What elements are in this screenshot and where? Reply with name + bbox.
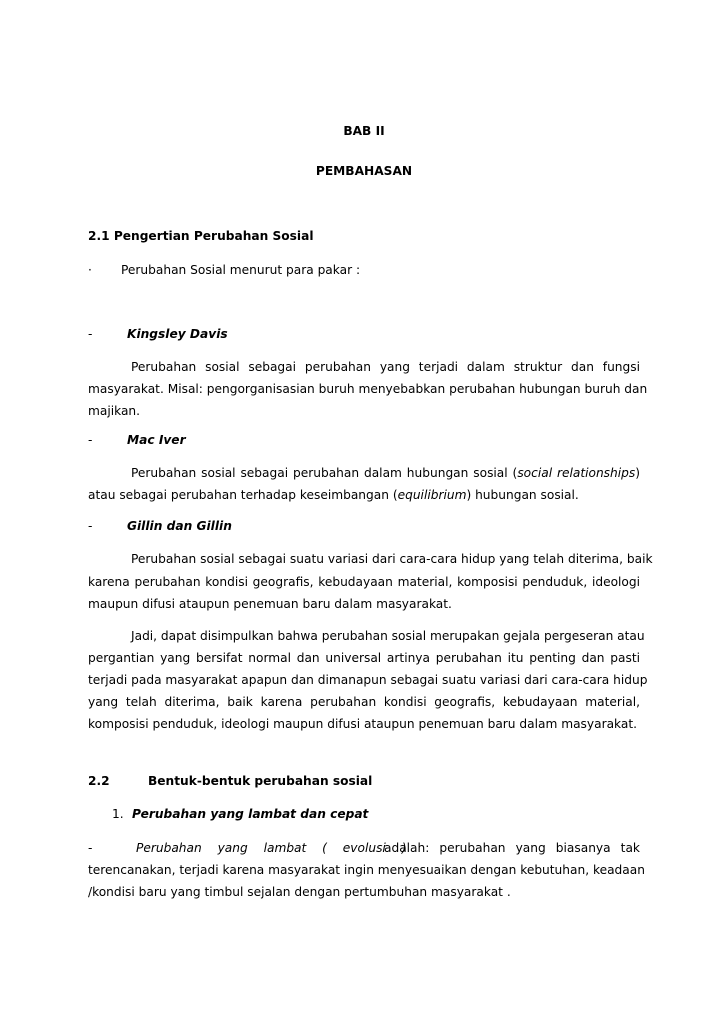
paragraph-line: Perubahan sosial sebagai perubahan dalam hubungan sosial (social relationships) bbox=[131, 466, 640, 480]
paragraph-line: Jadi, dapat disimpulkan bahwa perubahan sosial merupakan gejala pergeseran atau bbox=[131, 629, 645, 643]
section-number: 2.2 bbox=[88, 774, 110, 788]
paragraph-line: terencanakan, terjadi karena masyarakat ingin menyesuaikan dengan kebutuhan, keadaan bbox=[88, 863, 645, 877]
paragraph-line: terjadi pada masyarakat apapun dan dimanapun sebagai suatu variasi dari cara-cara hidup bbox=[88, 673, 648, 687]
list-dash: - bbox=[88, 327, 93, 341]
list-dash: - bbox=[88, 433, 93, 447]
paragraph-line: maupun difusi ataupun penemuan baru dalam masyarakat. bbox=[88, 597, 452, 611]
list-dash: - bbox=[88, 519, 93, 533]
paragraph-line: pergantian yang bersifat normal dan universal artinya perubahan itu penting dan pasti bbox=[88, 651, 640, 665]
paragraph-line: Perubahan sosial sebagai suatu variasi dari cara-cara hidup yang telah diterima, baik bbox=[131, 552, 653, 566]
list-number: 1. bbox=[112, 807, 124, 821]
bullet-glyph: · bbox=[88, 263, 92, 277]
paragraph-line: komposisi penduduk, ideologi maupun difusi ataupun penemuan baru dalam masyarakat. bbox=[88, 717, 638, 731]
bullet-text: Perubahan Sosial menurut para pakar : bbox=[121, 263, 361, 277]
chapter-label: BAB II bbox=[343, 124, 385, 138]
expert-name: Gillin dan Gillin bbox=[127, 519, 232, 533]
paragraph-line: majikan. bbox=[88, 404, 141, 418]
section-heading: 2.1 Pengertian Perubahan Sosial bbox=[88, 229, 314, 243]
section-heading: Bentuk-bentuk perubahan sosial bbox=[148, 774, 373, 788]
subsection-title: Perubahan yang lambat dan cepat bbox=[132, 807, 369, 821]
paragraph-line: /kondisi baru yang timbul sejalan dengan pertumbuhan masyarakat . bbox=[88, 885, 511, 899]
paragraph-line: masyarakat. Misal: pengorganisasian buruh menyebabkan perubahan hubungan buruh dan bbox=[88, 382, 648, 396]
paragraph-line: yang telah diterima, baik karena perubahan kondisi geografis, kebudayaan material, bbox=[88, 695, 640, 709]
chapter-title: PEMBAHASAN bbox=[315, 164, 413, 178]
paragraph-line: Perubahan sosial sebagai perubahan yang terjadi dalam struktur dan fungsi bbox=[131, 360, 640, 374]
italic-term: Perubahan yang lambat ( evolusi ) bbox=[136, 841, 407, 855]
expert-name: Mac Iver bbox=[127, 433, 186, 447]
expert-name: Kingsley Davis bbox=[127, 327, 228, 341]
paragraph-line: atau sebagai perubahan terhadap keseimbangan (equilibrium) hubungan sosial. bbox=[88, 488, 579, 502]
paragraph-line: adalah: perubahan yang biasanya tak bbox=[384, 841, 640, 855]
paragraph-line: karena perubahan kondisi geografis, kebudayaan material, komposisi penduduk, ideologi bbox=[88, 575, 640, 589]
list-dash: - bbox=[88, 841, 93, 855]
